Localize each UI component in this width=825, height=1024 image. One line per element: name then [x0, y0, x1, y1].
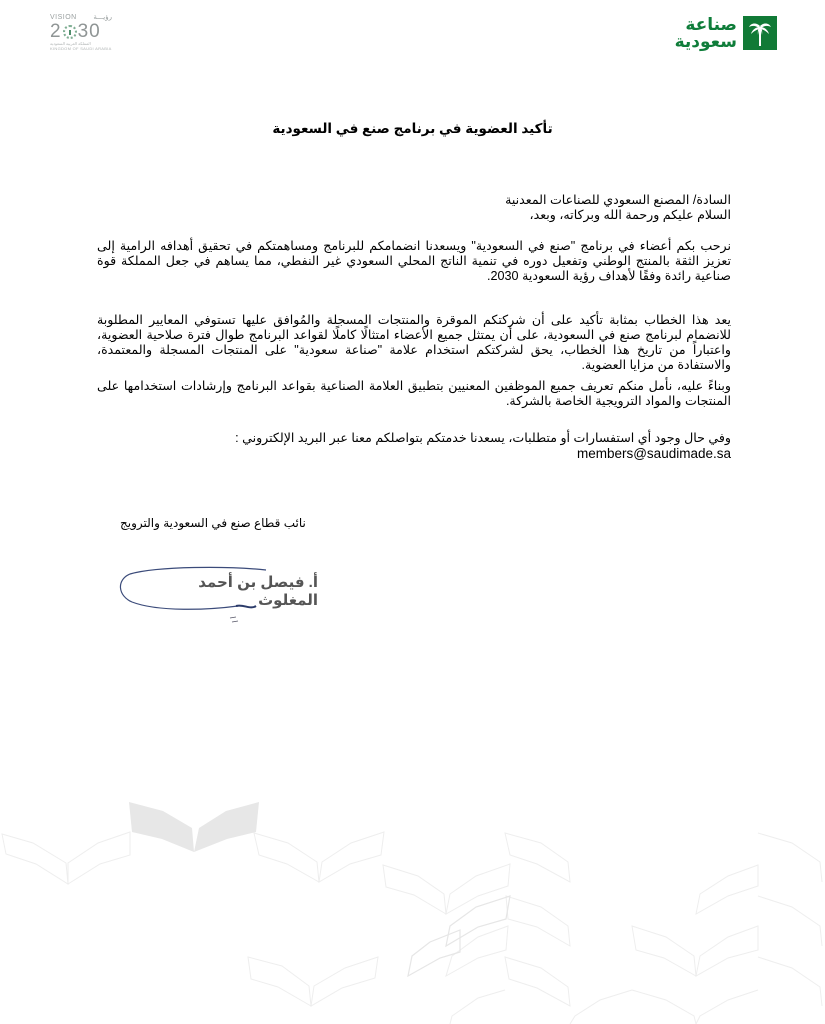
brand-line-1: صناعة [685, 15, 737, 34]
contact-text: وفي حال وجود أي استفسارات أو متطلبات، يسعدنا خدمتكم بتواصلكم معنا عبر البريد الإلكتروني : [235, 431, 731, 445]
signatory-name: أ. فيصل بن أحمد المغلوث [198, 574, 318, 609]
signature-block [118, 560, 318, 630]
paragraph-confirmation: يعد هذا الخطاب بمثابة تأكيد على أن شركتكم الموقرة والمنتجات المسجلة والمُوافق عليها تستوفي المعايير المطلوبة للانضمام لبرنامج صنع في السعودية، على أن يمتثل جميع الأعضاء امتثالًا كاملًا لقواعد البرنامج طوال فترة صلاحية العضوية، واعتباراً من تاريخ هذا الخطاب، يحق لشركتكم استخدام علامة "صناعة سعودية" على المنتجات المسجلة والمعتمدة، والاستفادة من مزايا العضوية. [97, 313, 731, 372]
letter-title: تأكيد العضوية في برنامج صنع في السعودية [272, 121, 553, 136]
vision-subtitle-ar: المملكة العربية السعودية [50, 41, 91, 46]
recipient-line: السادة/ المصنع السعودي للصناعات المعدنية [505, 193, 731, 207]
brand-wordmark [675, 16, 737, 50]
paragraph-welcome: نرحب بكم أعضاء في برنامج "صنع في السعودية" ويسعدنا انضمامكم للبرنامج ومساهمتكم في تحقيق أهدافه الرامية إلى تعزيز الثقة بالمنتج الوطني وتفعيل دوره في تنمية الناتج المحلي السعودي غير النفطي، مما يساهم في جعل المملكة قوة صناعية رائدة وفقًا لأهداف رؤية السعودية 2030. [97, 239, 731, 283]
vision-2030-logo [50, 14, 112, 56]
greeting-line: السلام عليكم ورحمة الله وبركاته، وبعد، [529, 208, 731, 222]
saudi-made-logo [675, 16, 777, 50]
paragraph-contact [97, 431, 731, 462]
vision-label-en: VISION [50, 14, 77, 21]
open-book-pattern-icon [0, 780, 825, 1024]
paragraph-instructions: وبناءً عليه، نأمل منكم تعريف جميع الموظفين المعنيين بتطبيق العلامة الصناعية بقواعد البرنامج وإرشادات استخدامها على المنتجات والمواد الترويجية الخاصة بالشركة. [97, 379, 731, 408]
palm-tree-icon [743, 16, 777, 50]
vision-year-left: 2 [50, 21, 62, 42]
vision-label-ar: رؤيـــة [93, 14, 112, 21]
vision-subtitle-en: KINGDOM OF SAUDI ARABIA [50, 46, 112, 51]
vision-year-right: 30 [77, 21, 101, 42]
signoff-title: نائب قطاع صنع في السعودية والترويج [120, 516, 306, 530]
brand-line-2: سعودية [674, 32, 737, 51]
saudi-emblem-icon [63, 25, 77, 39]
salutation-block [97, 193, 731, 223]
contact-email-link[interactable]: members@saudimade.sa [576, 446, 731, 461]
